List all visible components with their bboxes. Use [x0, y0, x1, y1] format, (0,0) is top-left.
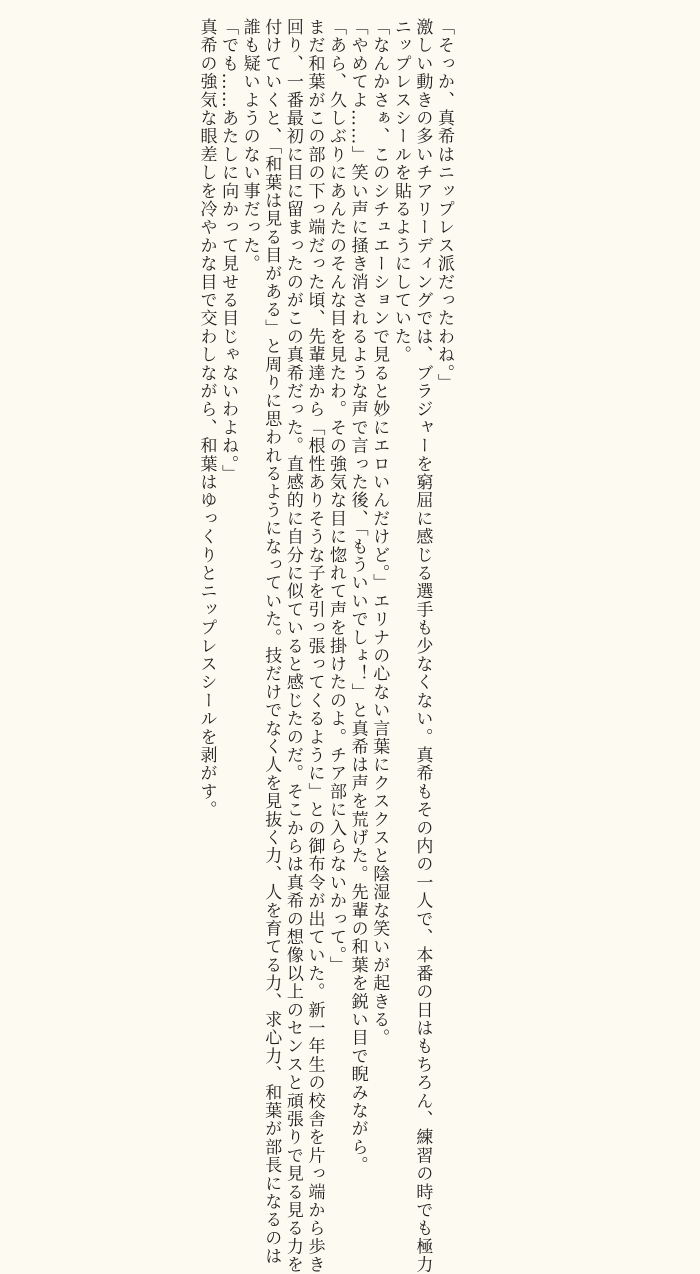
vertical-text-body: [14, 18, 454, 1274]
text-line-6: 「あら、久しぶりにあんたのそんな目を見たわ。その強気な目に惚れて声を掛けたのよ。チア部に入らないかって。」: [326, 18, 347, 975]
text-line-1: 「そっか、真希はニップレス派だったわね。」: [434, 18, 454, 392]
text-line-4: 「なんかさぁ、このシチュエーションで見ると妙にエロいんだけど。」エリナの心ない言葉にクスクスと陰湿な笑いが起きる。: [369, 18, 390, 1047]
text-line-9: 付けていくと、「和葉は見る目がある」と周りに思われるようになっていた。技だけでなく人を見抜く力、人を育てる力、求心力、和葉が部長になるのは: [261, 18, 282, 1266]
text-line-5: 「やめてよ……」笑い声に掻き消されるような声で言った後、「もういいでしょ！」と真希は声を荒げた。先輩の和葉を鋭い目で睨みながら。: [347, 18, 368, 1175]
text-line-10: 誰も疑いようのない事だった。: [239, 18, 260, 273]
text-line-2: 激しい動きの多いチアリーディングでは、ブラジャーを窮屈に感じる選手も少なくない。真希もその内の一人で、本番の日はもちろん、練習の時でも極力: [412, 18, 433, 1274]
text-line-3: ニップレスシールを貼るようにしていた。: [390, 18, 411, 364]
text-line-11: 「でも……あたしに向かって見せる目じゃないわよね。」: [218, 18, 239, 483]
text-line-8: 回り、一番最初に目に留まったのがこの真希だった。直感的に自分に似ていると感じたのだ。そこからは真希の想像以上のセンスと頑張りで見る見る力を: [282, 18, 303, 1274]
text-line-12: 真希の強気な眼差しを冷やかな目で交わしながら、和葉はゆっくりとニップレスシールを剥がす。: [196, 18, 217, 819]
text-line-7: まだ和葉がこの部の下っ端だった頃、先輩達から「根性ありそうな子を引っ張ってくるように」との御布令が出ていた。新一年生の校舎を片っ端から歩き: [304, 18, 325, 1274]
